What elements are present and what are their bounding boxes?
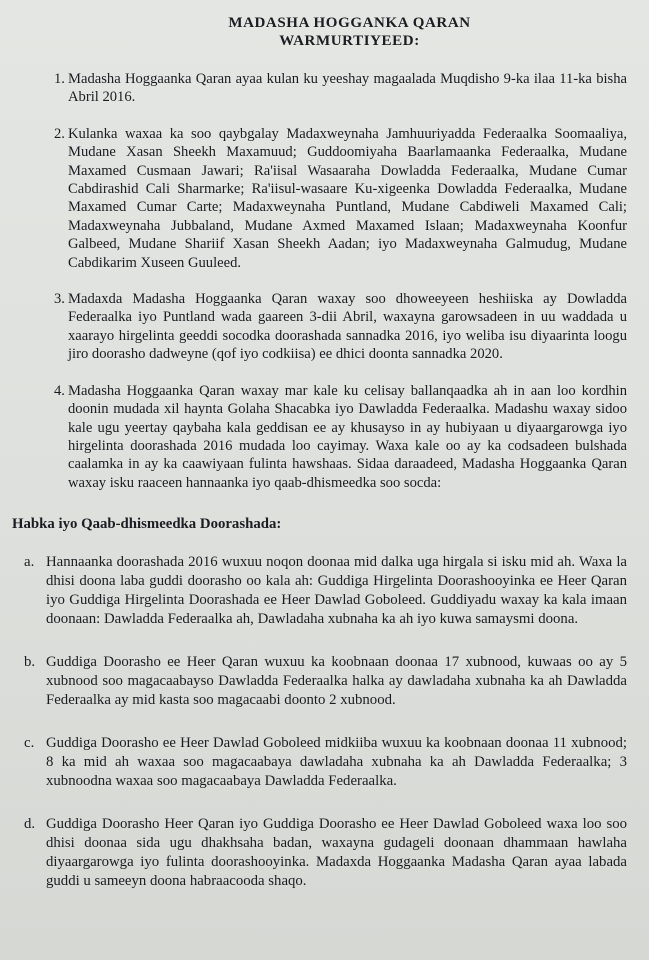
item-number: 3. xyxy=(54,291,65,308)
item-text: Madasha Hoggaanka Qaran waxay mar kale ku celisay ballanqaadka ah in aan loo kordhin doonin mudada xil haynta Golaha Shacabka iyo Dawladda Federaalka. Madashu waxay sidoo kale ugu yeertay qaybaha kala geddisan ee ay khusayso in ay hubiyaan u diyaargarowga iyo hirgelinta doorashada 2016 mudada loo cayimay. Waxa kale oo ay ka codsadeen bulshada caalamka in ay ka caawiyaan fulinta hawshaas. Sidaa daraadeed, Madasha Hoggaanka Qaran waxay isku raaceen hannaanka iyo qaab-dhismeedka soo socda: xyxy=(68,382,627,491)
item-number: 1. xyxy=(54,71,65,87)
item-text: Guddiga Doorasho ee Heer Dawlad Goboleed midkiiba wuxuu ka koobnaan doonaa 11 xubnood; 8 ka mid ah waxaa soo magacaabaya dawladaha xubnaha ka ah Dawladda Federaalka; 3 xubnoodna waxaa soo magacaabaya Dawladda Federaalka. xyxy=(46,735,627,790)
numbered-item xyxy=(12,125,627,272)
numbered-item xyxy=(12,290,627,364)
lettered-item xyxy=(12,734,627,791)
document-subtitle: WARMURTIYEED: xyxy=(279,33,420,49)
lettered-item xyxy=(12,553,627,629)
item-number: 2. xyxy=(54,125,65,142)
alpha-list xyxy=(12,553,627,891)
numbered-item xyxy=(12,382,627,492)
item-text: Guddiga Doorasho Heer Qaran iyo Guddiga Doorasho ee Heer Dawlad Goboleed waxa loo soo dhisi doonaa sida ugu dhakhsaha badan, waxayna gudageli doonaan dhammaan hawlaha diyaargarowga iyo fulinta doorashooyinka. Madaxda Hoggaanka Madasha Qaran ayaa labada guddi u sameeyn doona habraacooda shaqo. xyxy=(46,816,627,890)
item-letter: a. xyxy=(24,554,35,571)
item-text: Guddiga Doorasho ee Heer Qaran wuxuu ka koobnaan doonaa 17 xubnood, kuwaas oo ay 5 xubnood soo magacaabayso Dawladda Federaalka halka ay dawladaha xubnaha ka ah Dawladda Federaalka ay mid kasta soo magacaabi doonto 2 xubnood. xyxy=(46,654,627,709)
item-text: Madaxda Madasha Hoggaanka Qaran waxay soo dhoweeyeen heshiiska ay Dowladda Federaalka iyo Puntland wada gaareen 3-dii Abril, waxayna garowsadeen in uu waddada u xaarayo hirgelinta geeddi socodka doorashada sannadka 2016, iyo weliba isu diyaarinta loogu jiro doorasho dadweyne (qof iyo codkiisa) ee dhici doonta sannadka 2020. xyxy=(68,291,627,363)
item-text: Madasha Hoggaanka Qaran ayaa kulan ku yeeshay magaalada Muqdisho 9-ka ilaa 11-ka bisha Abril 2016. xyxy=(68,71,627,106)
document-title: MADASHA HOGGANKA QARAN xyxy=(228,15,471,31)
item-text: Kulanka waxaa ka soo qaybgalay Madaxweynaha Jamhuuriyadda Federaalka Soomaaliya, Mudane Xasan Sheekh Maxamuud; Guddoomiyaha Baarlamaanka Federaalka, Mudane Maxamed Cusmaan Jawari; Ra'iisal Wasaaraha Dowladda Federaalka, Mudane Cumar Cabdirashid Cali Sharmarke; Ra'iisul-wasaare Ku-xigeenka Dowladda Federaalka, Mudane Maxamed Cumar Carte; Madaxweynaha Puntland, Mudane Cabdiweli Maxamed Cali; Madaxweynaha Jubbaland, Mudane Axmed Maxamed Islaan; Madaxweynaha Koonfur Galbeed, Mudane Shariif Xasan Sheekh Aadan; iyo Madaxweynaha Galmudug, Mudane Cabdikarim Xuseen Guuleed. xyxy=(68,125,627,271)
item-text: Hannaanka doorashada 2016 wuxuu noqon doonaa mid dalka uga hirgala si isku mid ah. Waxa la dhisi doona laba guddi doorasho oo kala ah: Guddiga Hirgelinta Doorashooyinka ee Heer Qaran iyo Guddiga Hirgelinta Doorashada ee Heer Dawlad Goboleed. Guddiyadu waxay ka kala imaan doonaan: Dawladda Federaalka ah, Dawladaha xubnaha ka ah iyo kuwa samaysmi doona. xyxy=(46,554,627,628)
numbered-item xyxy=(12,70,627,107)
lettered-item xyxy=(12,815,627,891)
numbered-list xyxy=(12,70,627,492)
item-letter: b. xyxy=(24,654,36,671)
section-heading: Habka iyo Qaab-dhismeedka Doorashada: xyxy=(12,516,282,533)
document-title-block xyxy=(72,14,627,50)
item-number: 4. xyxy=(54,382,65,399)
lettered-item xyxy=(12,653,627,710)
item-letter: c. xyxy=(24,735,35,752)
item-letter: d. xyxy=(24,816,36,833)
